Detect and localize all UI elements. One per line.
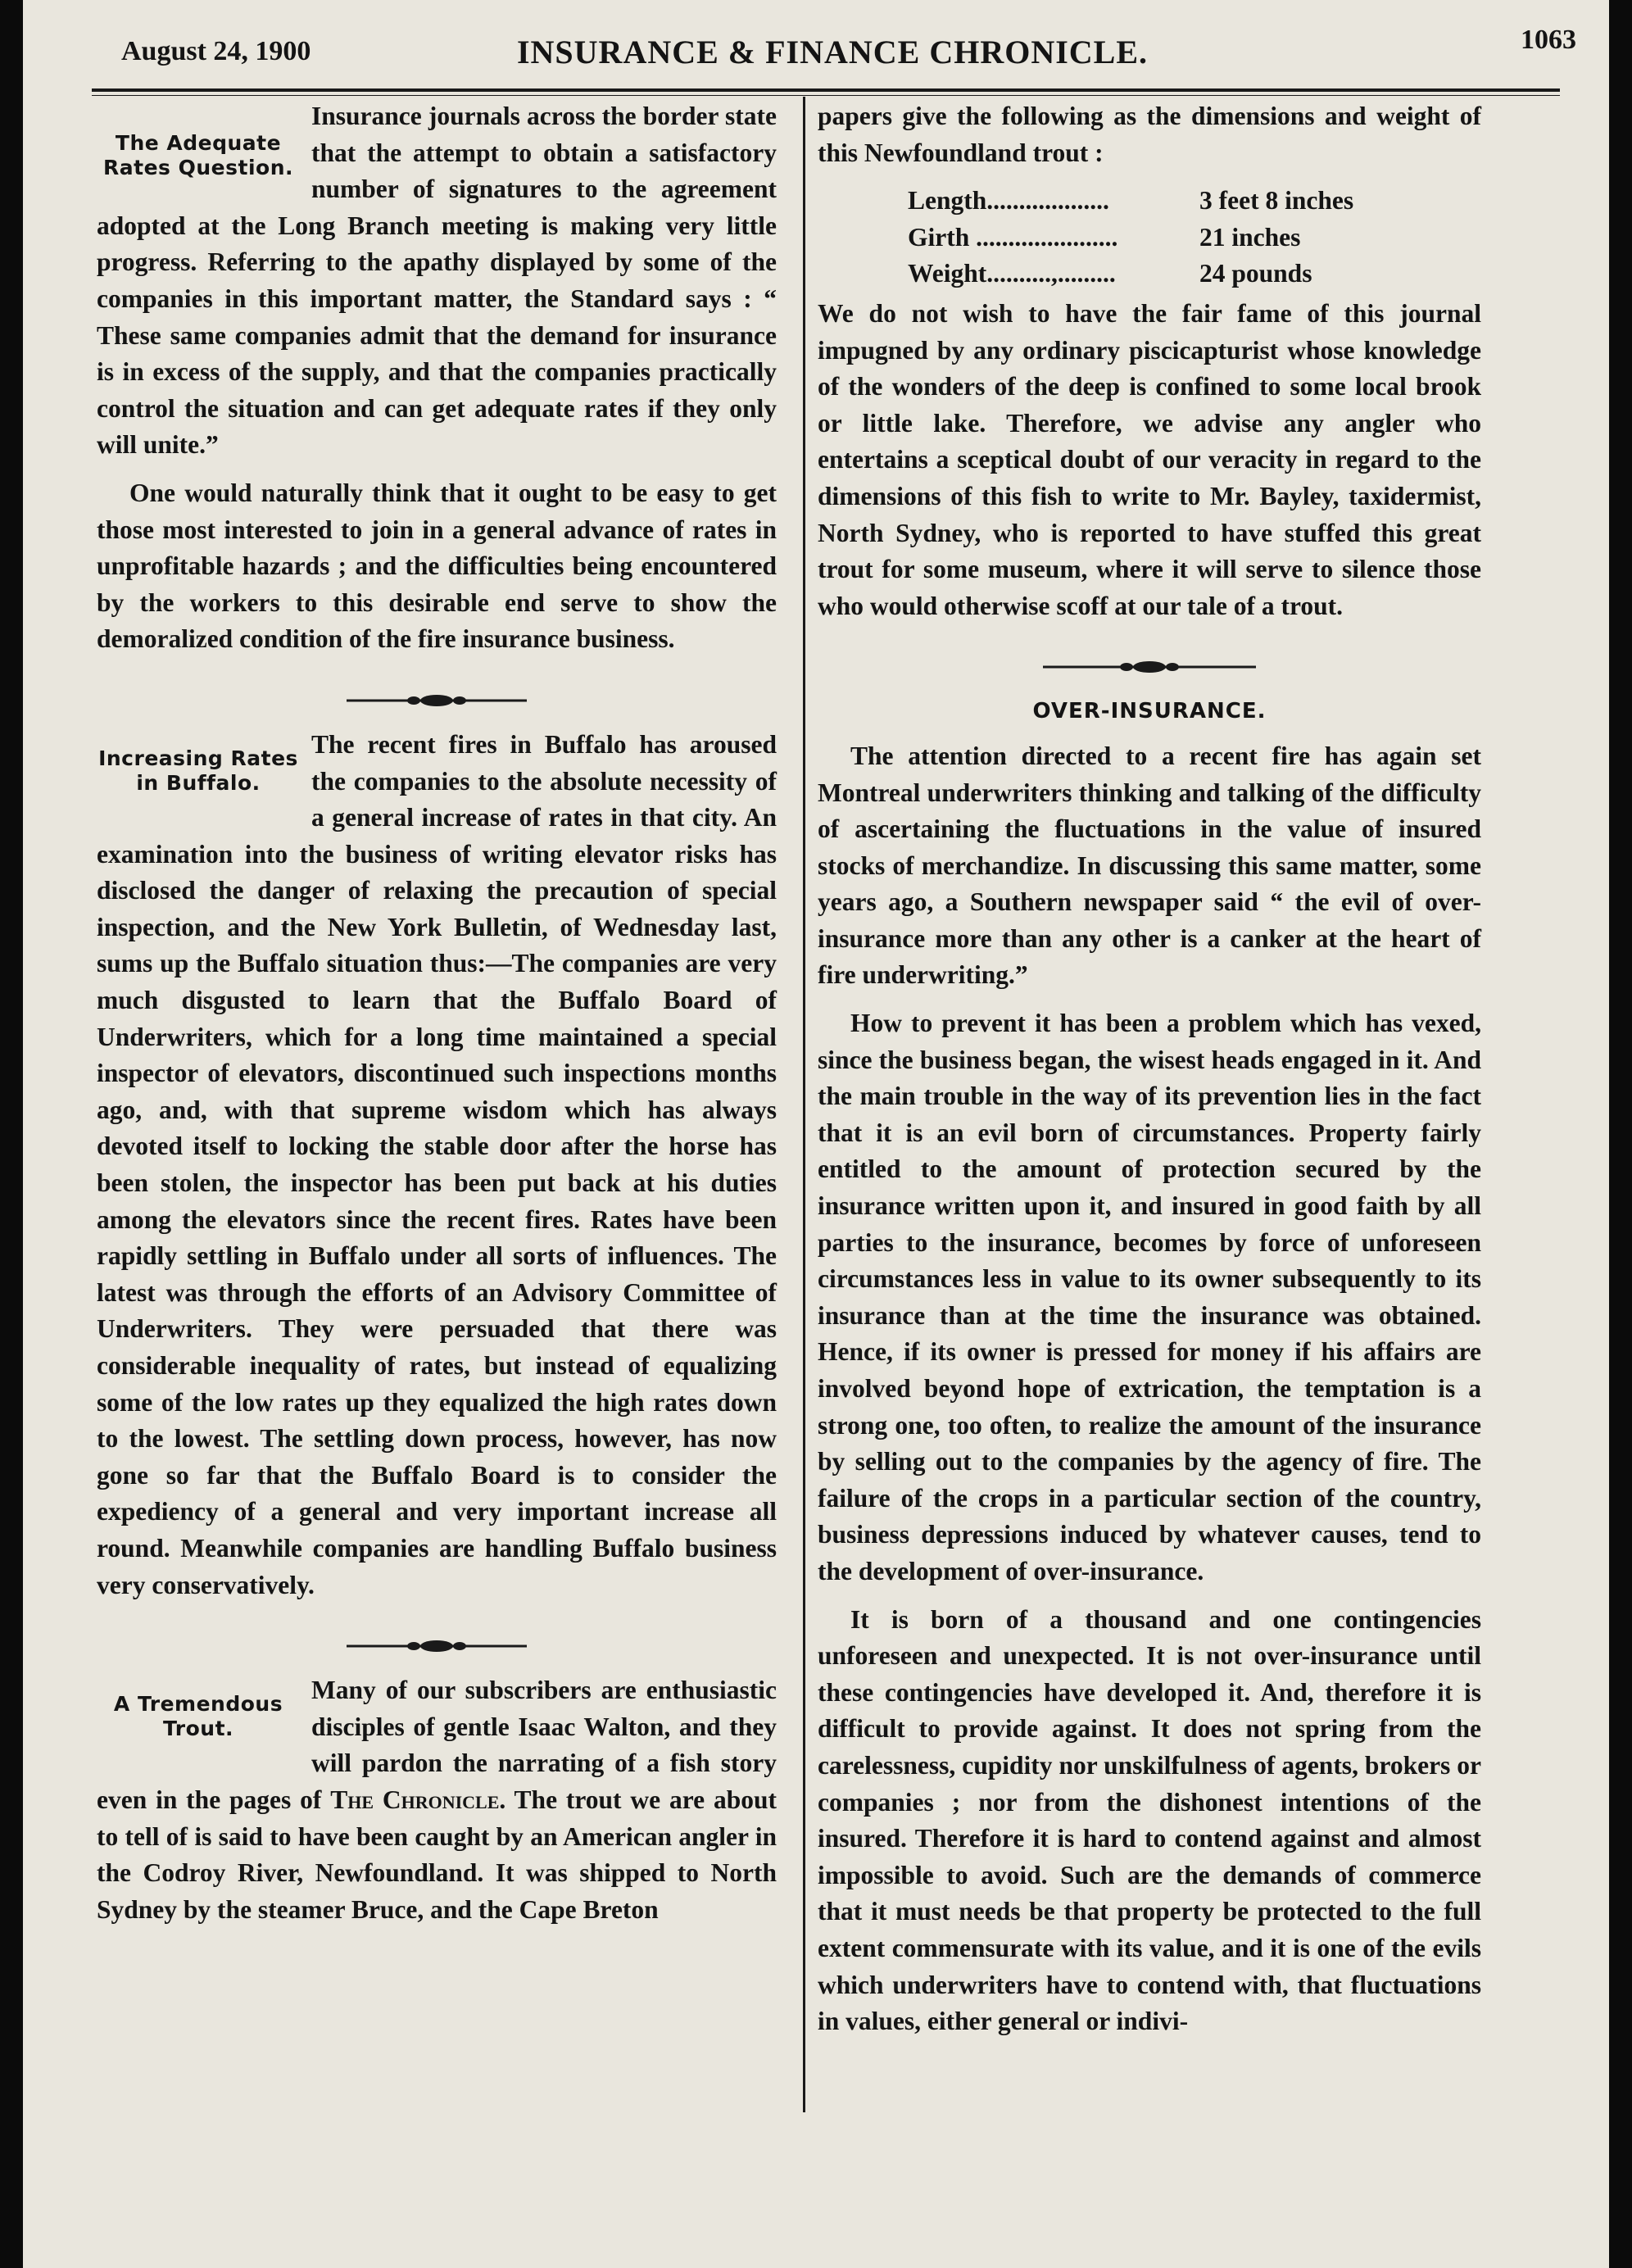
- page-header: [88, 25, 1576, 74]
- dimension-label: Length...................: [908, 186, 1109, 215]
- header-rule: [92, 88, 1560, 92]
- article-adequate-rates-p2: One would naturally think that it ought to be easy to get those most interested to join in a general advance of rates in unprofitable hazards ; and the difficulties being encountered by the workers to this desirable end serve to show the demoralized condition of the fire insurance business.: [97, 478, 777, 654]
- sidehead-tremendous-trout: A Tremendous Trout.: [113, 1692, 283, 1741]
- article-buffalo-p1: The recent fires in Buffalo has aroused the companies to the absolute necessity of a general increase of rates in that city. An examination into the business of writing elevator risks has disclosed the danger of relaxing the precaution of special inspection, and the New York Bulletin, of Wednesday last, sums up the Buffalo situation thus:—The companies are very much disgusted to learn that the Buffalo Board of Underwriters, which for a long time maintained a special inspector of elevators, discontinued such inspections months ago, and, with that supreme wisdom which has always devoted itself to locking the stable door after the horse has been stolen, the inspector has been put back at his duties among the elevators since the recent fires. Rates have been rapidly settling in Buffalo under all sorts of influences. The latest was through the efforts of an Advisory Committee of Underwriters. They were persuaded that there was considerable inequality of rates, but instead of equalizing some of the low rates up they equalized the high rates down to the lowest. The settling down process, however, has now gone so far that the Buffalo Board is to consider the expediency of a general and very important increase all round. Meanwhile companies are handling Buffalo business very conservatively.: [97, 729, 777, 1599]
- dimension-label: Girth ......................: [908, 222, 1118, 252]
- publication-title: INSURANCE & FINANCE CHRONICLE.: [516, 34, 1149, 70]
- page-number: 1063: [1521, 25, 1576, 55]
- newspaper-page: [23, 0, 1609, 2268]
- trout-text-after: . The trout we are about to tell of is said to have been caught by an American angler in the Codroy River, Newfoundland. It was shipped to North Sydney by the steamer Bruce, and the Cape Breton: [97, 1785, 777, 1924]
- header-rule-thin: [92, 95, 1560, 96]
- dimension-value: 21 inches: [1199, 222, 1301, 252]
- dimension-value: 3 feet 8 inches: [1199, 186, 1354, 215]
- column-divider: [803, 97, 805, 2112]
- section-ornament: [818, 649, 1481, 665]
- issue-date: August 24, 1900: [121, 36, 311, 66]
- trout-p2: We do not wish to have the fair fame of this journal impugned by any ordinary piscicapturist whose knowledge of the wonders of the deep is confined to some local brook or little lake. Therefore, we advise any angler who entertains a sceptical doubt of our veracity in regard to the dimensions of this fish to write to Mr. Bayley, taxidermist, North Sydney, who is reported to have stuffed this great trout for some museum, where it will serve to silence those who would otherwise scoff at our tale of a trout.: [818, 298, 1481, 620]
- dimension-value: 24 pounds: [1199, 259, 1312, 288]
- over-insurance-p3: It is born of a thousand and one contingencies unforeseen and unexpected. It is not over-insurance until these contingencies have developed it. And, therefore it is difficult to provide against. It does not spring from the carelessness, cupidity nor unskilfulness of agents, brokers or companies ; nor from the dishonest intentions of the insured. Therefore it is hard to contend against and almost impossible to avoid. Such are the demands of commerce that it must needs be that property be protected to the full extent commensurate with its value, and it is one of the evils which underwriters have to contend with, that fluctuations in values, either general or indivi-: [818, 1604, 1481, 2036]
- trout-dimensions-table: [818, 183, 1481, 293]
- trout-text-before: Many of our subscribers are enthusiastic disciples of gentle Isaac Walton, and they will pardon the narrating of a fish story even in the pages of: [97, 1676, 777, 1814]
- chronicle-name: The Chronicle: [330, 1785, 500, 1814]
- over-insurance-p1: The attention directed to a recent fire has again set Montreal underwriters thinking and talking of the difficulty of ascertaining the fluctuations in the value of insured stocks of merchandize. In discussing this same matter, some years ago, a Southern newspaper said “ the evil of over-insurance more than any other is a canker at the heart of fire underwriting.”: [818, 741, 1481, 990]
- dimension-row: [818, 256, 1481, 293]
- trout-continuation: papers give the following as the dimensions and weight of this Newfoundland trout :: [818, 102, 1481, 167]
- dimension-row: [818, 183, 1481, 220]
- left-column: [97, 98, 777, 1939]
- right-column: [818, 98, 1481, 2052]
- article-adequate-rates-p1: Insurance journals across the border state that the attempt to obtain a satisfactory number of signatures to the agreement adopted at the Long Branch meeting is making very little progress. Referring to the apathy displayed by some of the companies in this important matter, the Standard says : “ These same companies admit that the demand for insurance is in excess of the supply, and that the companies practically control the situation and can get adequate rates if they only will unite.”: [97, 102, 777, 460]
- dimension-label: Weight..........,.........: [908, 259, 1116, 288]
- section-title-over-insurance: OVER-INSURANCE.: [1032, 699, 1267, 724]
- sidehead-increasing-rates: Increasing Rates in Buffalo.: [98, 746, 298, 795]
- section-ornament: [97, 1628, 777, 1644]
- over-insurance-p2: How to prevent it has been a problem which has vexed, since the business began, the wisest heads engaged in it. And the main trouble in the way of its prevention lies in the fact that it is an evil born of circumstances. Property fairly entitled to the amount of protection secured by the insurance written upon it, and insured in good faith by all parties to the insurance, becomes by force of unforeseen circumstances less in value to its owner subsequently to its insurance than at the time the insurance was obtained. Hence, if its owner is pressed for money if his affairs are involved beyond hope of extrication, the temptation is a strong one, too often, to realize the amount of the insurance by selling out to the companies by the agency of fire. The failure of the crops in a particular section of the country, business depressions induced by whatever causes, tend to the development of over-insurance.: [818, 1009, 1481, 1585]
- dimension-row: [818, 220, 1481, 256]
- section-ornament: [97, 683, 777, 699]
- sidehead-adequate-rates: The Adequate Rates Question.: [103, 131, 293, 179]
